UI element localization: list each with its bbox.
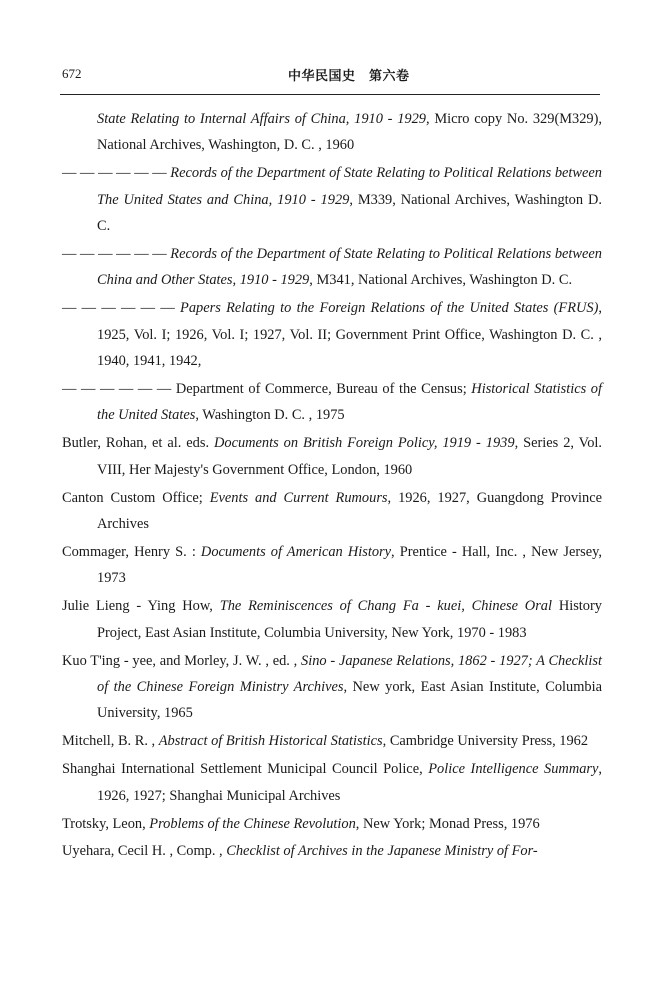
bibliography-entry: Kuo T'ing - yee, and Morley, J. W. , ed. , Sino - Japanese Relations, 1862 - 1927; A Checklist of the Chinese Foreign Ministry Archives, New york, East Asian Institute, Columbia University, 1965 bbox=[62, 652, 603, 722]
header-rule bbox=[60, 94, 600, 95]
ditto-dash: — — — — — — bbox=[62, 165, 171, 182]
bibliography-entry: State Relating to Internal Affairs of China, 1910 - 1929, Micro copy No. 329(M329), National Archives, Washington, D. C. , 1960 bbox=[97, 111, 603, 154]
bibliography-entry: Commager, Henry S. : Documents of American History, Prentice - Hall, Inc. , New Jersey, 1973 bbox=[62, 544, 602, 587]
bibliography-entry: — — — — — — Records of the Department of State Relating to Political Relations between The United States and China, 1910 - 1929, M339, National Archives, Washington D. C. bbox=[62, 165, 602, 235]
bibliography-entry: Uyehara, Cecil H. , Comp. , Checklist of Archives in the Japanese Ministry of For- bbox=[62, 843, 538, 860]
ditto-dash: — — — — — — bbox=[62, 381, 176, 398]
bibliography-entry: — — — — — — Department of Commerce, Bureau of the Census; Historical Statistics of the United States, Washington D. C. , 1975 bbox=[62, 381, 602, 424]
bibliography-entry: Trotsky, Leon, Problems of the Chinese Revolution, New York; Monad Press, 1976 bbox=[62, 815, 540, 832]
bibliography-entry: Mitchell, B. R. , Abstract of British Historical Statistics, Cambridge University Press, 1962 bbox=[62, 733, 589, 750]
page-number: 672 bbox=[62, 66, 82, 81]
ditto-dash: — — — — — — bbox=[62, 300, 181, 317]
bibliography-entry: — — — — — — Records of the Department of State Relating to Political Relations between China and Other States, 1910 - 1929, M341, National Archives, Washington D. C. bbox=[62, 246, 602, 289]
bibliography-entry: Canton Custom Office; Events and Current Rumours, 1926, 1927, Guangdong Province Archives bbox=[62, 489, 602, 533]
page-header bbox=[62, 66, 602, 90]
bibliography-entry: Shanghai International Settlement Municipal Council Police, Police Intelligence Summary, 1926, 1927; Shanghai Municipal Archives bbox=[62, 761, 603, 804]
bibliography-list bbox=[62, 106, 602, 866]
ditto-dash: — — — — — — bbox=[62, 246, 171, 263]
bibliography-entry: Butler, Rohan, et al. eds. Documents on British Foreign Policy, 1919 - 1939, Series 2, Vol. VIII, Her Majesty's Government Office, London, 1960 bbox=[62, 435, 603, 478]
bibliography-entry: — — — — — — Papers Relating to the Foreign Relations of the United States (FRUS), 1925, Vol. I; 1926, Vol. I; 1927, Vol. II; Government Print Office, Washington D. C. , 1940, 1941, 1942, bbox=[62, 300, 602, 370]
running-title: 中华民国史 第六卷 bbox=[288, 69, 410, 84]
bibliography-entry: Julie Lieng - Ying How, The Reminiscences of Chang Fa - kuei, Chinese Oral History Project, East Asian Institute, Columbia University, New York, 1970 - 1983 bbox=[62, 598, 602, 641]
